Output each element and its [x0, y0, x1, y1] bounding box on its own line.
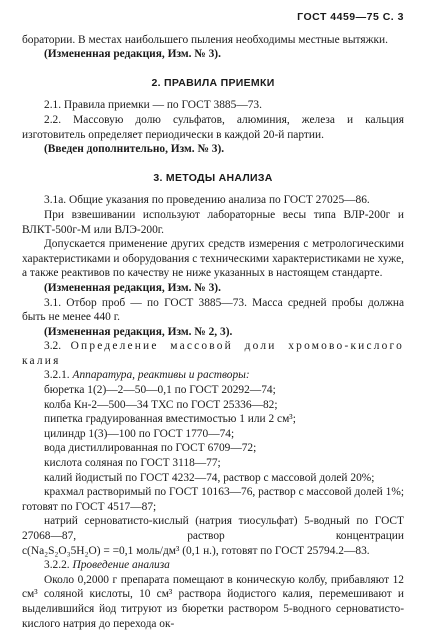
edit-note-3: (Измененная редакция, Изм. № 3).	[44, 281, 221, 294]
clause-3-2-2-number: 3.2.2.	[44, 559, 70, 572]
list-item: вода дистиллированная по ГОСТ 6709—72;	[44, 442, 257, 455]
list-item: калий йодистый по ГОСТ 4232—74, раствор с массовой долей 20%;	[44, 471, 375, 484]
clause-3-2-2-title: Проведение анализа	[72, 559, 170, 572]
section-2-title: 2. ПРАВИЛА ПРИЕМКИ	[151, 76, 275, 89]
intro-edit-note: (Измененная редакция, Изм. № 3).	[44, 48, 221, 61]
weighing-paragraph: При взвешивании используют лабораторные весы типа ВЛР-200г и ВЛКТ-500г-М или ВЛЭ-200г.	[22, 208, 404, 236]
clause-2-1: 2.1. Правила приемки — по ГОСТ 3885—73.	[44, 99, 262, 112]
clause-3-2-number: 3.2.	[44, 340, 62, 353]
clause-3-2-1	[22, 368, 404, 383]
section-2-edit-note: (Введен дополнительно, Изм. № 3).	[44, 143, 225, 156]
clause-3-1: 3.1. Отбор проб — по ГОСТ 3885—73. Масса средней пробы должна быть не менее 440 г.	[22, 296, 404, 324]
list-item: бюретка 1(2)—2—50—0,1 по ГОСТ 20292—74;	[44, 384, 276, 397]
thiosulfate-text: натрий серноватисто-кислый (натрия тиосульфат) 5-водный по ГОСТ 27068—87, раствор концентрации	[22, 515, 404, 542]
thiosulfate-formula: c(Na₂S₂O₃5H₂O) = =0,1 моль/дм³ (0,1 н.), готовят по ГОСТ 25794.2—83.	[22, 544, 370, 557]
clause-3-2-1-number: 3.2.1.	[44, 369, 70, 382]
section-3-title: 3. МЕТОДЫ АНАЛИЗА	[153, 171, 273, 184]
clause-3-1a: 3.1а. Общие указания по проведению анализа по ГОСТ 27025—86.	[44, 194, 370, 207]
edit-note-2-3: (Измененная редакция, Изм. № 2, 3).	[44, 325, 233, 338]
document-page	[22, 10, 404, 631]
procedure-paragraph: Около 0,2000 г препарата помещают в коническую колбу, прибавляют 12 см³ соляной кислоты, 10 см³ раствора йодистого калия, перемешивают и выделившийся йод титруют из бюретки раствором 5-водного серноватисто-кислого натрия до перехода ок-	[22, 573, 404, 630]
clause-3-2-1-title: Аппаратура, реактивы и растворы:	[72, 369, 250, 382]
list-item: колба Кн-2—500—34 ТХС по ГОСТ 25336—82;	[44, 398, 278, 411]
list-item: пипетка градуированная вместимостью 1 или 2 см³;	[44, 413, 296, 426]
page-header: ГОСТ 4459—75 С. 3	[297, 11, 404, 23]
list-item: кислота соляная по ГОСТ 3118—77;	[44, 457, 221, 470]
clause-3-2	[22, 339, 404, 368]
list-item: крахмал растворимый по ГОСТ 10163—76, раствор с массовой долей 1%; готовят по ГОСТ 4517—87;	[22, 486, 404, 513]
allowed-paragraph: Допускается применение других средств измерения с метрологическими характеристиками и оборудования с техническими характеристиками не хуже, а также реактивов по качеству не ниже указанных в настоящем стандарте.	[22, 238, 404, 280]
clause-3-2-title: Определение массовой доли хромово-кислого калия	[22, 340, 404, 367]
clause-3-2-2	[22, 558, 404, 573]
intro-continuation: боратории. В местах наибольшего пыления необходимы местные вытяжки.	[22, 33, 388, 46]
clause-2-2: 2.2. Массовую долю сульфатов, алюминия, железа и кальция изготовитель определяет периодически в каждой 20-й партии.	[22, 113, 404, 141]
thiosulfate-item	[22, 514, 404, 558]
list-item: цилиндр 1(3)—100 по ГОСТ 1770—74;	[44, 427, 235, 440]
